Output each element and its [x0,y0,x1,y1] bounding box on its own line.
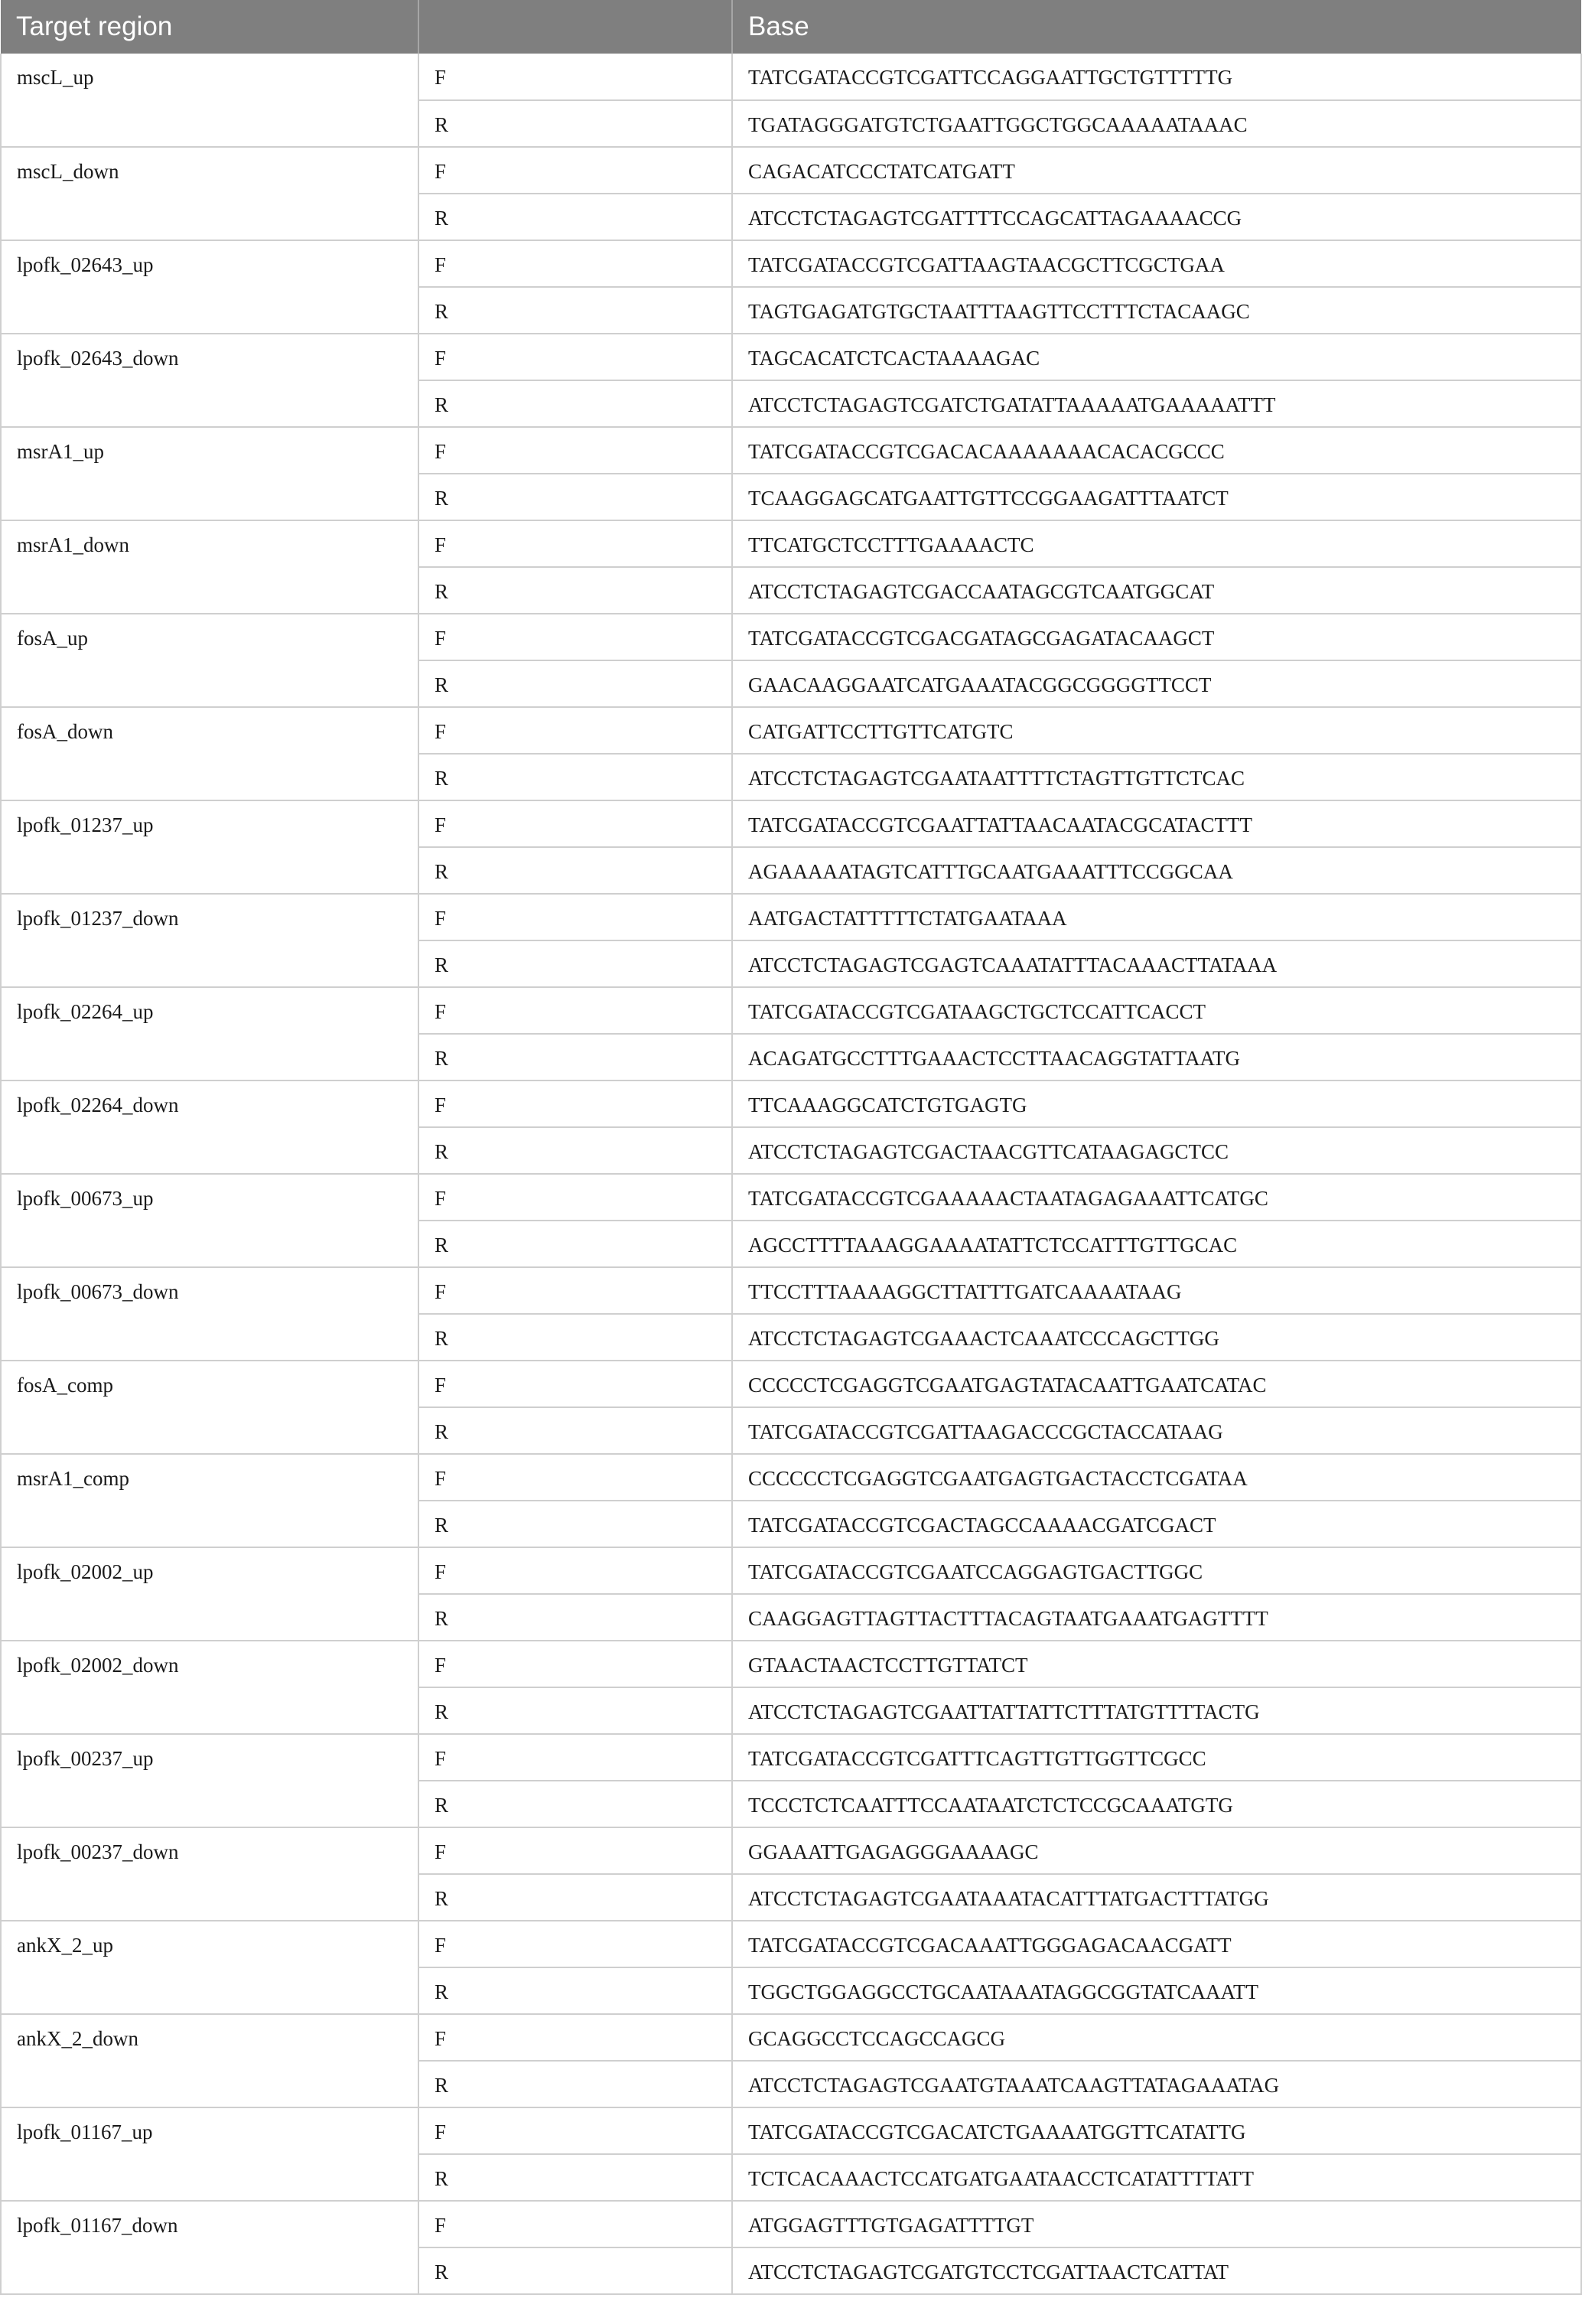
primer-direction-cell: R [418,474,732,520]
primer-sequence-cell: TATCGATACCGTCGATTCCAGGAATTGCTGTTTTTG [732,54,1581,100]
primer-sequence-cell: AGCCTTTTAAAGGAAAATATTCTCCATTTGTTGCAC [732,1221,1581,1267]
target-region-cell: lpofk_01167_up [1,2107,418,2201]
table-row [1,894,1581,940]
primer-direction-cell: F [418,1267,732,1314]
primer-sequence-cell: ATCCTCTAGAGTCGACTAACGTTCATAAGAGCTCC [732,1127,1581,1174]
primer-direction-cell: F [418,1454,732,1501]
primer-direction-cell: R [418,1221,732,1267]
primer-sequence-cell: ATCCTCTAGAGTCGAGTCAAATATTTACAAACTTATAAA [732,940,1581,987]
target-region-cell: fosA_comp [1,1361,418,1454]
primer-sequence-cell: CCCCCTCGAGGTCGAATGAGTATACAATTGAATCATAC [732,1361,1581,1407]
primer-sequence-cell: ATCCTCTAGAGTCGAATAATTTTCTAGTTGTTCTCAC [732,754,1581,800]
primer-sequence-cell: TATCGATACCGTCGATAAGCTGCTCCATTCACCT [732,987,1581,1034]
primer-sequence-cell: TATCGATACCGTCGACGATAGCGAGATACAAGCT [732,614,1581,660]
primer-sequence-cell: ATCCTCTAGAGTCGATCTGATATTAAAAATGAAAAATTT [732,380,1581,427]
table-row [1,987,1581,1034]
primer-direction-cell: F [418,1361,732,1407]
primer-direction-cell: F [418,427,732,474]
primer-direction-cell: R [418,2061,732,2107]
target-region-cell: lpofk_02643_down [1,334,418,427]
table-row [1,147,1581,194]
primer-direction-cell: F [418,1734,732,1781]
primer-sequence-cell: ATCCTCTAGAGTCGAATTATTATTCTTTATGTTTTACTG [732,1687,1581,1734]
primer-sequence-cell: TTCAAAGGCATCTGTGAGTG [732,1081,1581,1127]
table-row [1,427,1581,474]
primer-direction-cell: R [418,1407,732,1454]
primer-sequence-cell: ATCCTCTAGAGTCGAAACTCAAATCCCAGCTTGG [732,1314,1581,1361]
primer-direction-cell: R [418,287,732,334]
table-row [1,1454,1581,1501]
primer-sequence-cell: TTCATGCTCCTTTGAAAACTC [732,520,1581,567]
primer-direction-cell: R [418,380,732,427]
primer-direction-cell: F [418,614,732,660]
primer-sequence-cell: CAAGGAGTTAGTTACTTTACAGTAATGAAATGAGTTTT [732,1594,1581,1641]
primer-direction-cell: F [418,707,732,754]
primer-sequence-cell: TATCGATACCGTCGAAAAACTAATAGAGAAATTCATGC [732,1174,1581,1221]
target-region-cell: ankX_2_up [1,1921,418,2014]
table-row [1,1827,1581,1874]
primer-direction-cell: F [418,334,732,380]
primer-sequence-cell: GCAGGCCTCCAGCCAGCG [732,2014,1581,2061]
primer-sequence-cell: CATGATTCCTTGTTCATGTC [732,707,1581,754]
primer-direction-cell: F [418,1827,732,1874]
primer-sequence-cell: TATCGATACCGTCGACATCTGAAAATGGTTCATATTG [732,2107,1581,2154]
table-row [1,54,1581,100]
target-region-cell: lpofk_00237_up [1,1734,418,1827]
primer-direction-cell: R [418,1874,732,1921]
table-row [1,1267,1581,1314]
primer-sequence-cell: TCTCACAAACTCCATGATGAATAACCTCATATTTTATT [732,2154,1581,2201]
target-region-cell: lpofk_02264_down [1,1081,418,1174]
primer-sequence-cell: CCCCCCTCGAGGTCGAATGAGTGACTACCTCGATAA [732,1454,1581,1501]
target-region-cell: fosA_down [1,707,418,800]
target-region-cell: msrA1_comp [1,1454,418,1547]
primer-direction-cell: R [418,1781,732,1827]
primer-direction-cell: F [418,1641,732,1687]
target-region-cell: mscL_down [1,147,418,240]
primer-direction-cell: F [418,1547,732,1594]
target-region-cell: lpofk_00673_up [1,1174,418,1267]
primer-direction-cell: F [418,1081,732,1127]
target-region-cell: ankX_2_down [1,2014,418,2107]
primer-direction-cell: R [418,2247,732,2294]
primer-direction-cell: F [418,240,732,287]
primer-direction-cell: F [418,2014,732,2061]
primer-sequence-cell: TATCGATACCGTCGAATTATTAACAATACGCATACTTT [732,800,1581,847]
primer-sequence-cell: TATCGATACCGTCGAATCCAGGAGTGACTTGGC [732,1547,1581,1594]
primer-direction-cell: R [418,1967,732,2014]
primer-sequence-cell: ATCCTCTAGAGTCGATTTTCCAGCATTAGAAAACCG [732,194,1581,240]
target-region-cell: lpofk_01237_down [1,894,418,987]
table-row [1,2107,1581,2154]
table-row [1,1174,1581,1221]
primer-direction-cell: F [418,1921,732,1967]
primer-sequence-cell: TATCGATACCGTCGACTAGCCAAAACGATCGACT [732,1501,1581,1547]
primer-sequence-cell: TAGCACATCTCACTAAAAGAC [732,334,1581,380]
table-row [1,614,1581,660]
table-row [1,240,1581,287]
target-region-cell: fosA_up [1,614,418,707]
table-row [1,334,1581,380]
header-row [1,0,1581,54]
primer-direction-cell: F [418,147,732,194]
primer-direction-cell: F [418,520,732,567]
primer-direction-cell: F [418,987,732,1034]
primer-sequence-cell: TATCGATACCGTCGATTTCAGTTGTTGGTTCGCC [732,1734,1581,1781]
primer-sequence-cell: GGAAATTGAGAGGGAAAAGC [732,1827,1581,1874]
primer-sequence-cell: AGAAAAATAGTCATTTGCAATGAAATTTCCGGCAA [732,847,1581,894]
table-row [1,1734,1581,1781]
primer-sequence-cell: TCAAGGAGCATGAATTGTTCCGGAAGATTTAATCT [732,474,1581,520]
primer-sequence-cell: ATCCTCTAGAGTCGAATAAATACATTTATGACTTTATGG [732,1874,1581,1921]
primer-direction-cell: F [418,2107,732,2154]
target-region-cell: lpofk_02264_up [1,987,418,1081]
target-region-cell: lpofk_00673_down [1,1267,418,1361]
primer-sequence-cell: ATCCTCTAGAGTCGAATGTAAATCAAGTTATAGAAATAG [732,2061,1581,2107]
primer-direction-cell: F [418,1174,732,1221]
table-row [1,1081,1581,1127]
header-base: Base [732,0,1581,54]
primer-direction-cell: R [418,754,732,800]
primer-sequence-cell: TATCGATACCGTCGACAAATTGGGAGACAACGATT [732,1921,1581,1967]
primer-sequence-cell: TCCCTCTCAATTTCCAATAATCTCTCCGCAAATGTG [732,1781,1581,1827]
table-body [1,54,1581,2294]
target-region-cell: lpofk_02643_up [1,240,418,334]
primer-direction-cell: R [418,940,732,987]
primer-direction-cell: F [418,800,732,847]
target-region-cell: lpofk_02002_up [1,1547,418,1641]
target-region-cell: lpofk_02002_down [1,1641,418,1734]
primer-sequence-cell: ATGGAGTTTGTGAGATTTTGT [732,2201,1581,2247]
primer-direction-cell: F [418,54,732,100]
table-row [1,1361,1581,1407]
table-row [1,1547,1581,1594]
primer-direction-cell: R [418,1594,732,1641]
primer-sequence-cell: TGATAGGGATGTCTGAATTGGCTGGCAAAAATAAAC [732,100,1581,147]
primer-direction-cell: R [418,1127,732,1174]
primer-sequence-cell: TATCGATACCGTCGACACAAAAAAACACACGCCC [732,427,1581,474]
primer-sequence-cell: TATCGATACCGTCGATTAAGACCCGCTACCATAAG [732,1407,1581,1454]
target-region-cell: msrA1_down [1,520,418,614]
primer-sequence-cell: AATGACTATTTTTCTATGAATAAA [732,894,1581,940]
primer-direction-cell: R [418,1034,732,1081]
target-region-cell: lpofk_00237_down [1,1827,418,1921]
table-row [1,1921,1581,1967]
primer-sequence-cell: TTCCTTTAAAAGGCTTATTTGATCAAAATAAG [732,1267,1581,1314]
primer-sequence-cell: TAGTGAGATGTGCTAATTTAAGTTCCTTTCTACAAGC [732,287,1581,334]
primer-direction-cell: R [418,1687,732,1734]
table-row [1,2014,1581,2061]
primer-direction-cell: R [418,660,732,707]
primer-sequence-cell: ACAGATGCCTTTGAAACTCCTTAACAGGTATTAATG [732,1034,1581,1081]
header-direction [418,0,732,54]
primer-direction-cell: F [418,894,732,940]
table-row [1,707,1581,754]
primer-direction-cell: R [418,847,732,894]
target-region-cell: msrA1_up [1,427,418,520]
table-row [1,800,1581,847]
target-region-cell: lpofk_01237_up [1,800,418,894]
primer-sequence-cell: ATCCTCTAGAGTCGATGTCCTCGATTAACTCATTAT [732,2247,1581,2294]
table-row [1,520,1581,567]
target-region-cell: lpofk_01167_down [1,2201,418,2294]
primer-sequence-cell: TGGCTGGAGGCCTGCAATAAATAGGCGGTATCAAATT [732,1967,1581,2014]
primer-direction-cell: R [418,2154,732,2201]
primer-sequence-cell: ATCCTCTAGAGTCGACCAATAGCGTCAATGGCAT [732,567,1581,614]
primer-sequence-cell: GTAACTAACTCCTTGTTATCT [732,1641,1581,1687]
primer-direction-cell: R [418,1314,732,1361]
primer-direction-cell: R [418,194,732,240]
table-row [1,1641,1581,1687]
table-row [1,2201,1581,2247]
primer-direction-cell: R [418,1501,732,1547]
primer-direction-cell: R [418,567,732,614]
target-region-cell: mscL_up [1,54,418,147]
primer-sequence-cell: GAACAAGGAATCATGAAATACGGCGGGGTTCCT [732,660,1581,707]
primer-sequence-cell: TATCGATACCGTCGATTAAGTAACGCTTCGCTGAA [732,240,1581,287]
primer-direction-cell: R [418,100,732,147]
header-target-region: Target region [1,0,418,54]
primer-sequence-cell: CAGACATCCCTATCATGATT [732,147,1581,194]
primer-direction-cell: F [418,2201,732,2247]
